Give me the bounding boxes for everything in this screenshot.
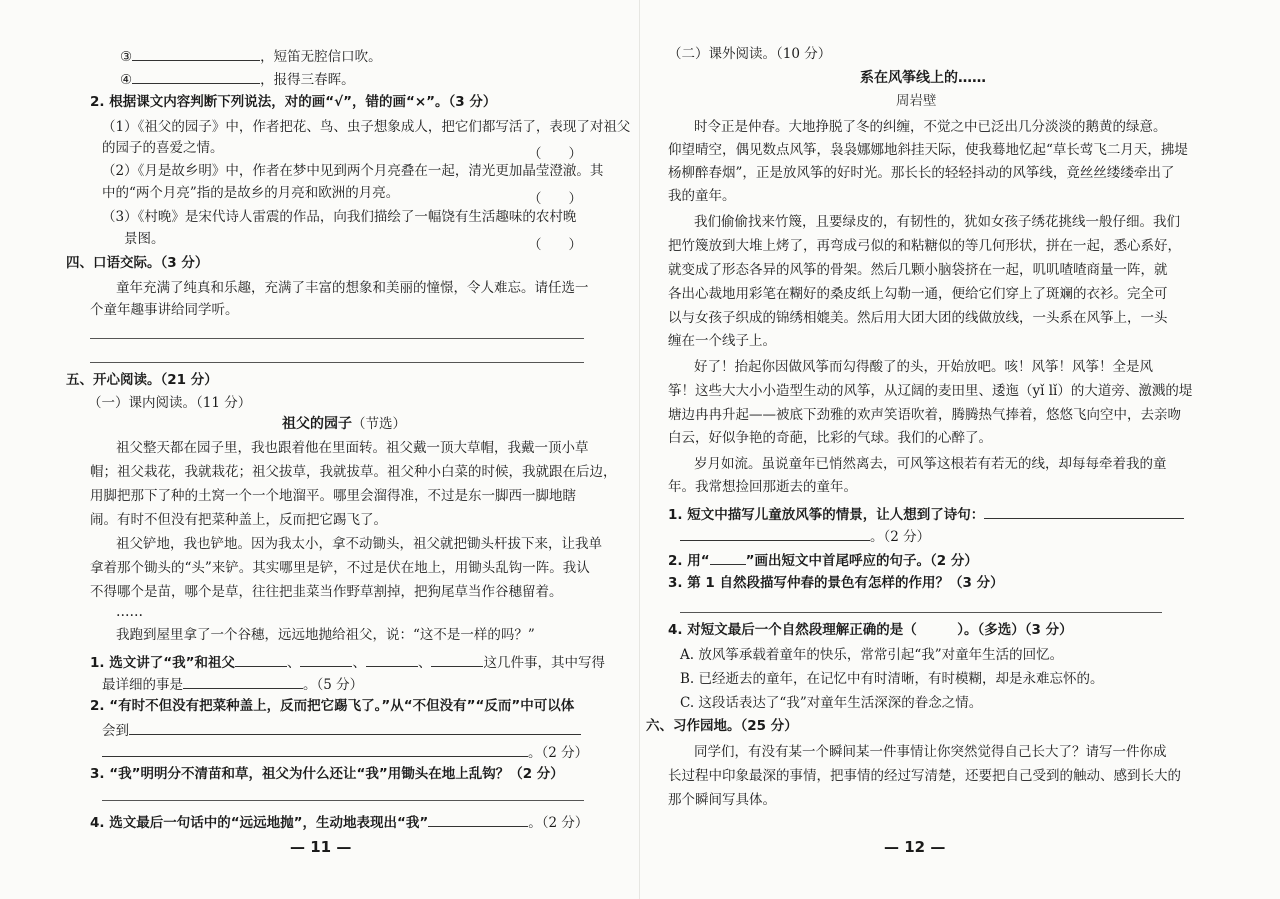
passage-line: 时令正是仲春。大地挣脱了冬的纠缠，不觉之中已泛出几分淡淡的鹅黄的绿意。 (694, 119, 1167, 135)
answer-blank[interactable] (984, 506, 1184, 519)
answer-line[interactable] (680, 612, 1162, 613)
blank-line-4[interactable] (132, 71, 260, 84)
line-3-text: ，短笛无腔信口吹。 (260, 49, 382, 65)
question-1-line-b (680, 528, 930, 545)
passage-line: 拿着那个锄头的“头”来铲。其实哪里是铲，不过是伏在地上，用锄头乱钩一阵。我认 (90, 560, 590, 576)
question-1-score: 。（5 分） (303, 677, 364, 693)
section-4-heading: 四、口语交际。（3 分） (66, 255, 209, 271)
answer-line[interactable] (102, 800, 584, 801)
judge-1-line-b: 的园子的喜爱之情。 (102, 140, 224, 156)
answer-blank[interactable] (431, 654, 483, 667)
answer-line[interactable] (90, 362, 584, 363)
passage-line: 闹。有时不但没有把菜种盖上，反而把它踢飞了。 (90, 512, 387, 528)
answer-blank[interactable] (235, 654, 287, 667)
question-3: 3. 第 1 自然段描写仲春的景色有怎样的作用？（3 分） (668, 575, 1004, 591)
question-4 (90, 814, 588, 831)
section-5-2-heading: （二）课外阅读。（10 分） (668, 46, 832, 62)
passage-line: 好了！抬起你因做风筝而勾得酸了的头，开始放吧。咳！风筝！风筝！全是风 (694, 359, 1153, 375)
answer-blank[interactable] (129, 722, 581, 735)
question-2-b-text: 会到 (102, 723, 129, 739)
passage-line: 仰望晴空，偶见数点风筝，袅袅娜娜地斜挂天际，使我蓦地忆起“草长莺飞二月天，拂堤 (668, 142, 1188, 158)
passage-ellipsis: …… (116, 604, 143, 620)
page-number: — 11 — (290, 838, 352, 856)
section-5-heading: 五、开心阅读。（21 分） (66, 372, 218, 388)
question-1-tail: 这几件事，其中写得 (483, 655, 605, 671)
passage-line: 筝！这些大大小小造型生动的风筝，从辽阔的麦田里、逶迤（yǐ lǐ）的大道旁、激溅的堤 (668, 383, 1193, 399)
judge-1-line-a: （1）《祖父的园子》中，作者把花、鸟、虫子想象成人，把它们都写活了，表现了对祖父 (102, 119, 631, 135)
separator: 、 (352, 655, 366, 671)
answer-blank[interactable] (183, 676, 303, 689)
question-4-score: 。（2 分） (528, 815, 589, 831)
passage-line: 杨柳醉春烟”，正是放风筝的好时光。那长长的轻轻抖动的风筝线，竟丝丝缕缕牵出了 (668, 165, 1175, 181)
article-title: 系在风筝线上的…… (860, 70, 986, 86)
judge-2-line-b: 中的“两个月亮”指的是故乡的月亮和欧洲的月亮。 (102, 185, 400, 201)
passage-line: 以与女孩子织成的锦绣相媲美。然后用大团大团的线做放线，一头系在风筝上，一头 (668, 310, 1168, 326)
page-number: — 12 — (884, 838, 946, 856)
question-1 (668, 506, 1184, 523)
passage-line: 年。我常想捡回那逝去的童年。 (668, 479, 857, 495)
answer-blank[interactable] (680, 528, 870, 541)
line-4-text: ，报得三春晖。 (260, 72, 355, 88)
question-4-text: 4. 选文最后一句话中的“远远地抛”，生动地表现出“我” (90, 815, 429, 831)
answer-blank[interactable] (300, 654, 352, 667)
article-title-text: 祖父的园子 (282, 416, 352, 432)
option-b[interactable]: B. 已经逝去的童年，在记忆中有时清晰，有时模糊，却是永难忘怀的。 (680, 671, 1104, 687)
question-2-line-b (102, 722, 581, 739)
article-title (282, 417, 406, 432)
line-4-label: ④ (120, 72, 133, 88)
passage-line: 帽；祖父栽花，我就栽花；祖父拔草，我就拔草。祖父种小白菜的时候，我就跟在后边， (90, 464, 617, 480)
passage-line: 我跑到屋里拿了一个谷穗，远远地抛给祖父，说：“这不是一样的吗？” (116, 627, 535, 643)
question-1-text: 1. 选文讲了“我”和祖父 (90, 655, 235, 671)
separator: 、 (417, 655, 432, 671)
question-4: 4. 对短文最后一个自然段理解正确的是（ ）。（多选）（3 分） (668, 622, 1073, 638)
question-1-b-text: 最详细的事是 (102, 677, 183, 693)
question-1-text: 1. 短文中描写儿童放风筝的情景，让人想到了诗句： (668, 507, 985, 523)
judge-2-line-a: （2）《月是故乡明》中，作者在梦中见到两个月亮叠在一起，清光更加晶莹澄澈。其 (102, 163, 604, 179)
answer-blank[interactable] (710, 552, 746, 565)
judge-1-answer[interactable]: （ ） (528, 146, 582, 162)
judge-3-line-a: （3）《村晚》是宋代诗人雷震的作品，向我们描绘了一幅饶有生活趣味的农村晚 (102, 209, 577, 225)
separator: 、 (286, 655, 301, 671)
section-4-prompt-a: 童年充满了纯真和乐趣，充满了丰富的想象和美丽的憧憬，令人难忘。请任选一 (116, 280, 589, 296)
judge-2-answer[interactable]: （ ） (528, 191, 582, 207)
passage-line: 祖父铲地，我也铲地。因为我太小，拿不动锄头，祖父就把锄头杆拔下来，让我单 (116, 536, 602, 552)
option-a[interactable]: A. 放风筝承载着童年的快乐，常常引起“我”对童年生活的回忆。 (680, 647, 1064, 663)
passage-line: 我们偷偷找来竹篾，且要绿皮的，有韧性的，犹如女孩子绣花挑线一般仔细。我们 (694, 214, 1180, 230)
passage-line: 用脚把那下了种的土窝一个一个地溜平。哪里会溜得准，不过是东一脚西一脚地瞎 (90, 488, 576, 504)
section-4-prompt-b: 个童年趣事讲给同学听。 (90, 302, 239, 318)
judge-3-answer[interactable]: （ ） (528, 237, 582, 253)
option-c[interactable]: C. 这段话表达了“我”对童年生活深深的眷念之情。 (680, 695, 983, 711)
writing-prompt-line: 那个瞬间写具体。 (668, 792, 776, 808)
writing-prompt-line: 长过程中印象最深的事情，把事情的经过写清楚，还要把自己受到的触动、感到长大的 (668, 768, 1181, 784)
article-subtitle: （节选） (352, 416, 406, 432)
judge-3-line-b: 景图。 (124, 231, 165, 247)
question-3: 3. “我”明明分不清苗和草，祖父为什么还让“我”用锄头在地上乱钩？（2 分） (90, 766, 564, 782)
answer-blank[interactable] (428, 814, 528, 827)
passage-line: 不得哪个是苗，哪个是草，往往把韭菜当作野草割掉，把狗尾草当作谷穗留着。 (90, 584, 563, 600)
passage-line: 祖父整天都在园子里，我也跟着他在里面转。祖父戴一顶大草帽，我戴一顶小草 (116, 440, 589, 456)
line-3-label: ③ (120, 49, 133, 65)
writing-prompt-line: 同学们，有没有某一个瞬间某一件事情让你突然觉得自己长大了？请写一件你成 (694, 744, 1167, 760)
question-2: 2. “有时不但没有把菜种盖上，反而把它踢飞了。”从“不但没有”“反而”中可以体 (90, 698, 575, 714)
question-2-line-c (102, 744, 588, 761)
answer-line[interactable] (90, 338, 584, 339)
question-2 (668, 552, 978, 569)
article-author: 周岩壁 (896, 93, 937, 109)
passage-line: 就变成了形态各异的风筝的骨架。然后几颗小脑袋挤在一起，叽叽喳喳商量一阵，就 (668, 262, 1168, 278)
passage-line: 岁月如流。虽说童年已悄然离去，可风筝这根若有若无的线，却每每牵着我的童 (694, 456, 1167, 472)
line-3 (120, 48, 382, 65)
question-2-judge: 2. 根据课文内容判断下列说法，对的画“√”，错的画“×”。（3 分） (90, 94, 497, 110)
line-4 (120, 71, 355, 88)
question-2-text-a: 2. 用“ (668, 553, 710, 569)
question-1 (90, 654, 605, 671)
question-2-score: 。（2 分） (528, 745, 589, 761)
passage-line: 我的童年。 (668, 188, 736, 204)
right-page (640, 0, 1280, 899)
blank-line-3[interactable] (132, 48, 260, 61)
passage-line: 各出心裁地用彩笔在糊好的桑皮纸上勾勒一通，便给它们穿上了斑斓的衣衫。完全可 (668, 286, 1168, 302)
section-6-heading: 六、习作园地。（25 分） (646, 718, 798, 734)
question-1-line-b (102, 676, 363, 693)
passage-line: 缠在一个线子上。 (668, 333, 776, 349)
passage-line: 白云，好似争艳的奇葩，比彩的气球。我们的心醉了。 (668, 430, 992, 446)
passage-line: 塘边冉冉升起——被底下劲雅的欢声笑语吹着，腾腾热气捧着，悠悠飞向空中，去亲吻 (668, 407, 1181, 423)
question-2-text-b: ”画出短文中首尾呼应的句子。（2 分） (745, 553, 978, 569)
answer-blank[interactable] (366, 654, 418, 667)
answer-blank[interactable] (102, 744, 528, 757)
question-1-score: 。（2 分） (870, 529, 931, 545)
section-5-1-heading: （一）课内阅读。（11 分） (88, 395, 252, 411)
passage-line: 把竹篾放到大堆上烤了，再弯成弓似的和粘糖似的等几何形状，拼在一起，悉心系好， (668, 238, 1181, 254)
